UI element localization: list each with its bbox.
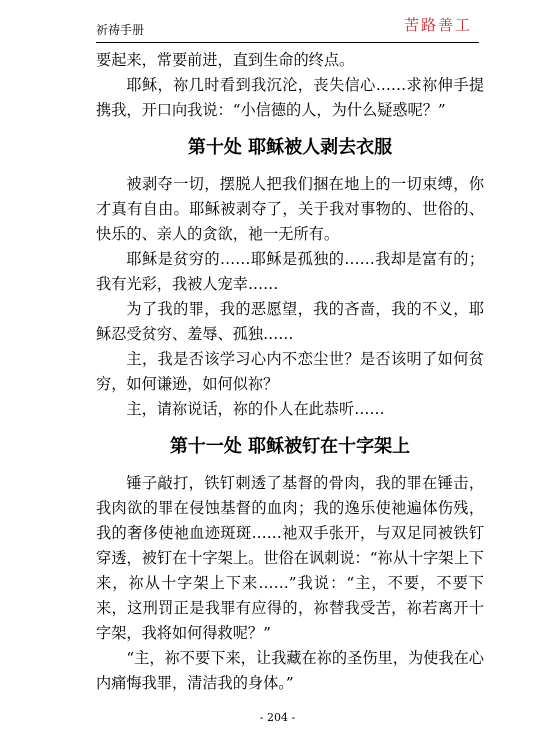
paragraph: 主，请祢说话，祢的仆人在此恭听…… <box>126 400 385 418</box>
page-content <box>96 48 484 696</box>
paragraph: “主，祢不要下来，让我藏在祢的圣伤里，为使我在心内痛悔我罪，清洁我的身体。” <box>96 649 484 692</box>
paragraph: 锤子敲打，铁钉刺透了基督的骨肉，我的罪在锤击，我肉欲的罪在侵蚀基督的血肉；我的逸乐使祂遍体伤残，我的奢侈使祂血迹斑斑……祂双手张开，与双足同被铁钉穿透，被钉在十字架上。世俗在讽刺说：“祢从十字架上下来，祢从十字架上下来……”我说：“主，不要，不要下来，这刑罚正是我罪有应得的，祢替我受苦，祢若离开十字架，我将如何得救呢？” <box>96 474 484 642</box>
header-divider <box>96 42 479 43</box>
paragraph: 被剥夺一切，摆脱人把我们捆在地上的一切束缚，你才真有自由。耶稣被剥夺了，关于我对事物的、世俗的、快乐的、亲人的贪欲，祂一无所有。 <box>96 175 484 243</box>
paragraph: 耶稣，祢几时看到我沉沦，丧失信心……求祢伸手提携我，开口向我说：“小信德的人，为什么疑惑呢？” <box>96 76 484 119</box>
page-header <box>96 16 476 42</box>
station-heading-10: 第十处 耶稣被人剥去衣服 <box>187 137 393 158</box>
page-number: - 204 - <box>259 711 296 724</box>
station-heading-11: 第十一处 耶稣被钉在十字架上 <box>169 436 411 457</box>
paragraph: 要起来，常要前进，直到生命的终点。 <box>96 51 355 69</box>
paragraph: 主，我是否该学习心内不恋尘世？是否该明了如何贫穷，如何谦逊，如何似祢？ <box>96 350 484 393</box>
book-title: 祈祷手册 <box>96 23 145 37</box>
paragraph: 为了我的罪，我的恶愿望，我的吝啬，我的不义，耶稣忍受贫穷、羞辱、孤独…… <box>96 300 484 343</box>
brand-title: 苦路善工 <box>403 16 472 34</box>
paragraph: 耶稣是贫穷的……耶稣是孤独的……我却是富有的；我有光彩，我被人宠幸…… <box>96 250 484 293</box>
